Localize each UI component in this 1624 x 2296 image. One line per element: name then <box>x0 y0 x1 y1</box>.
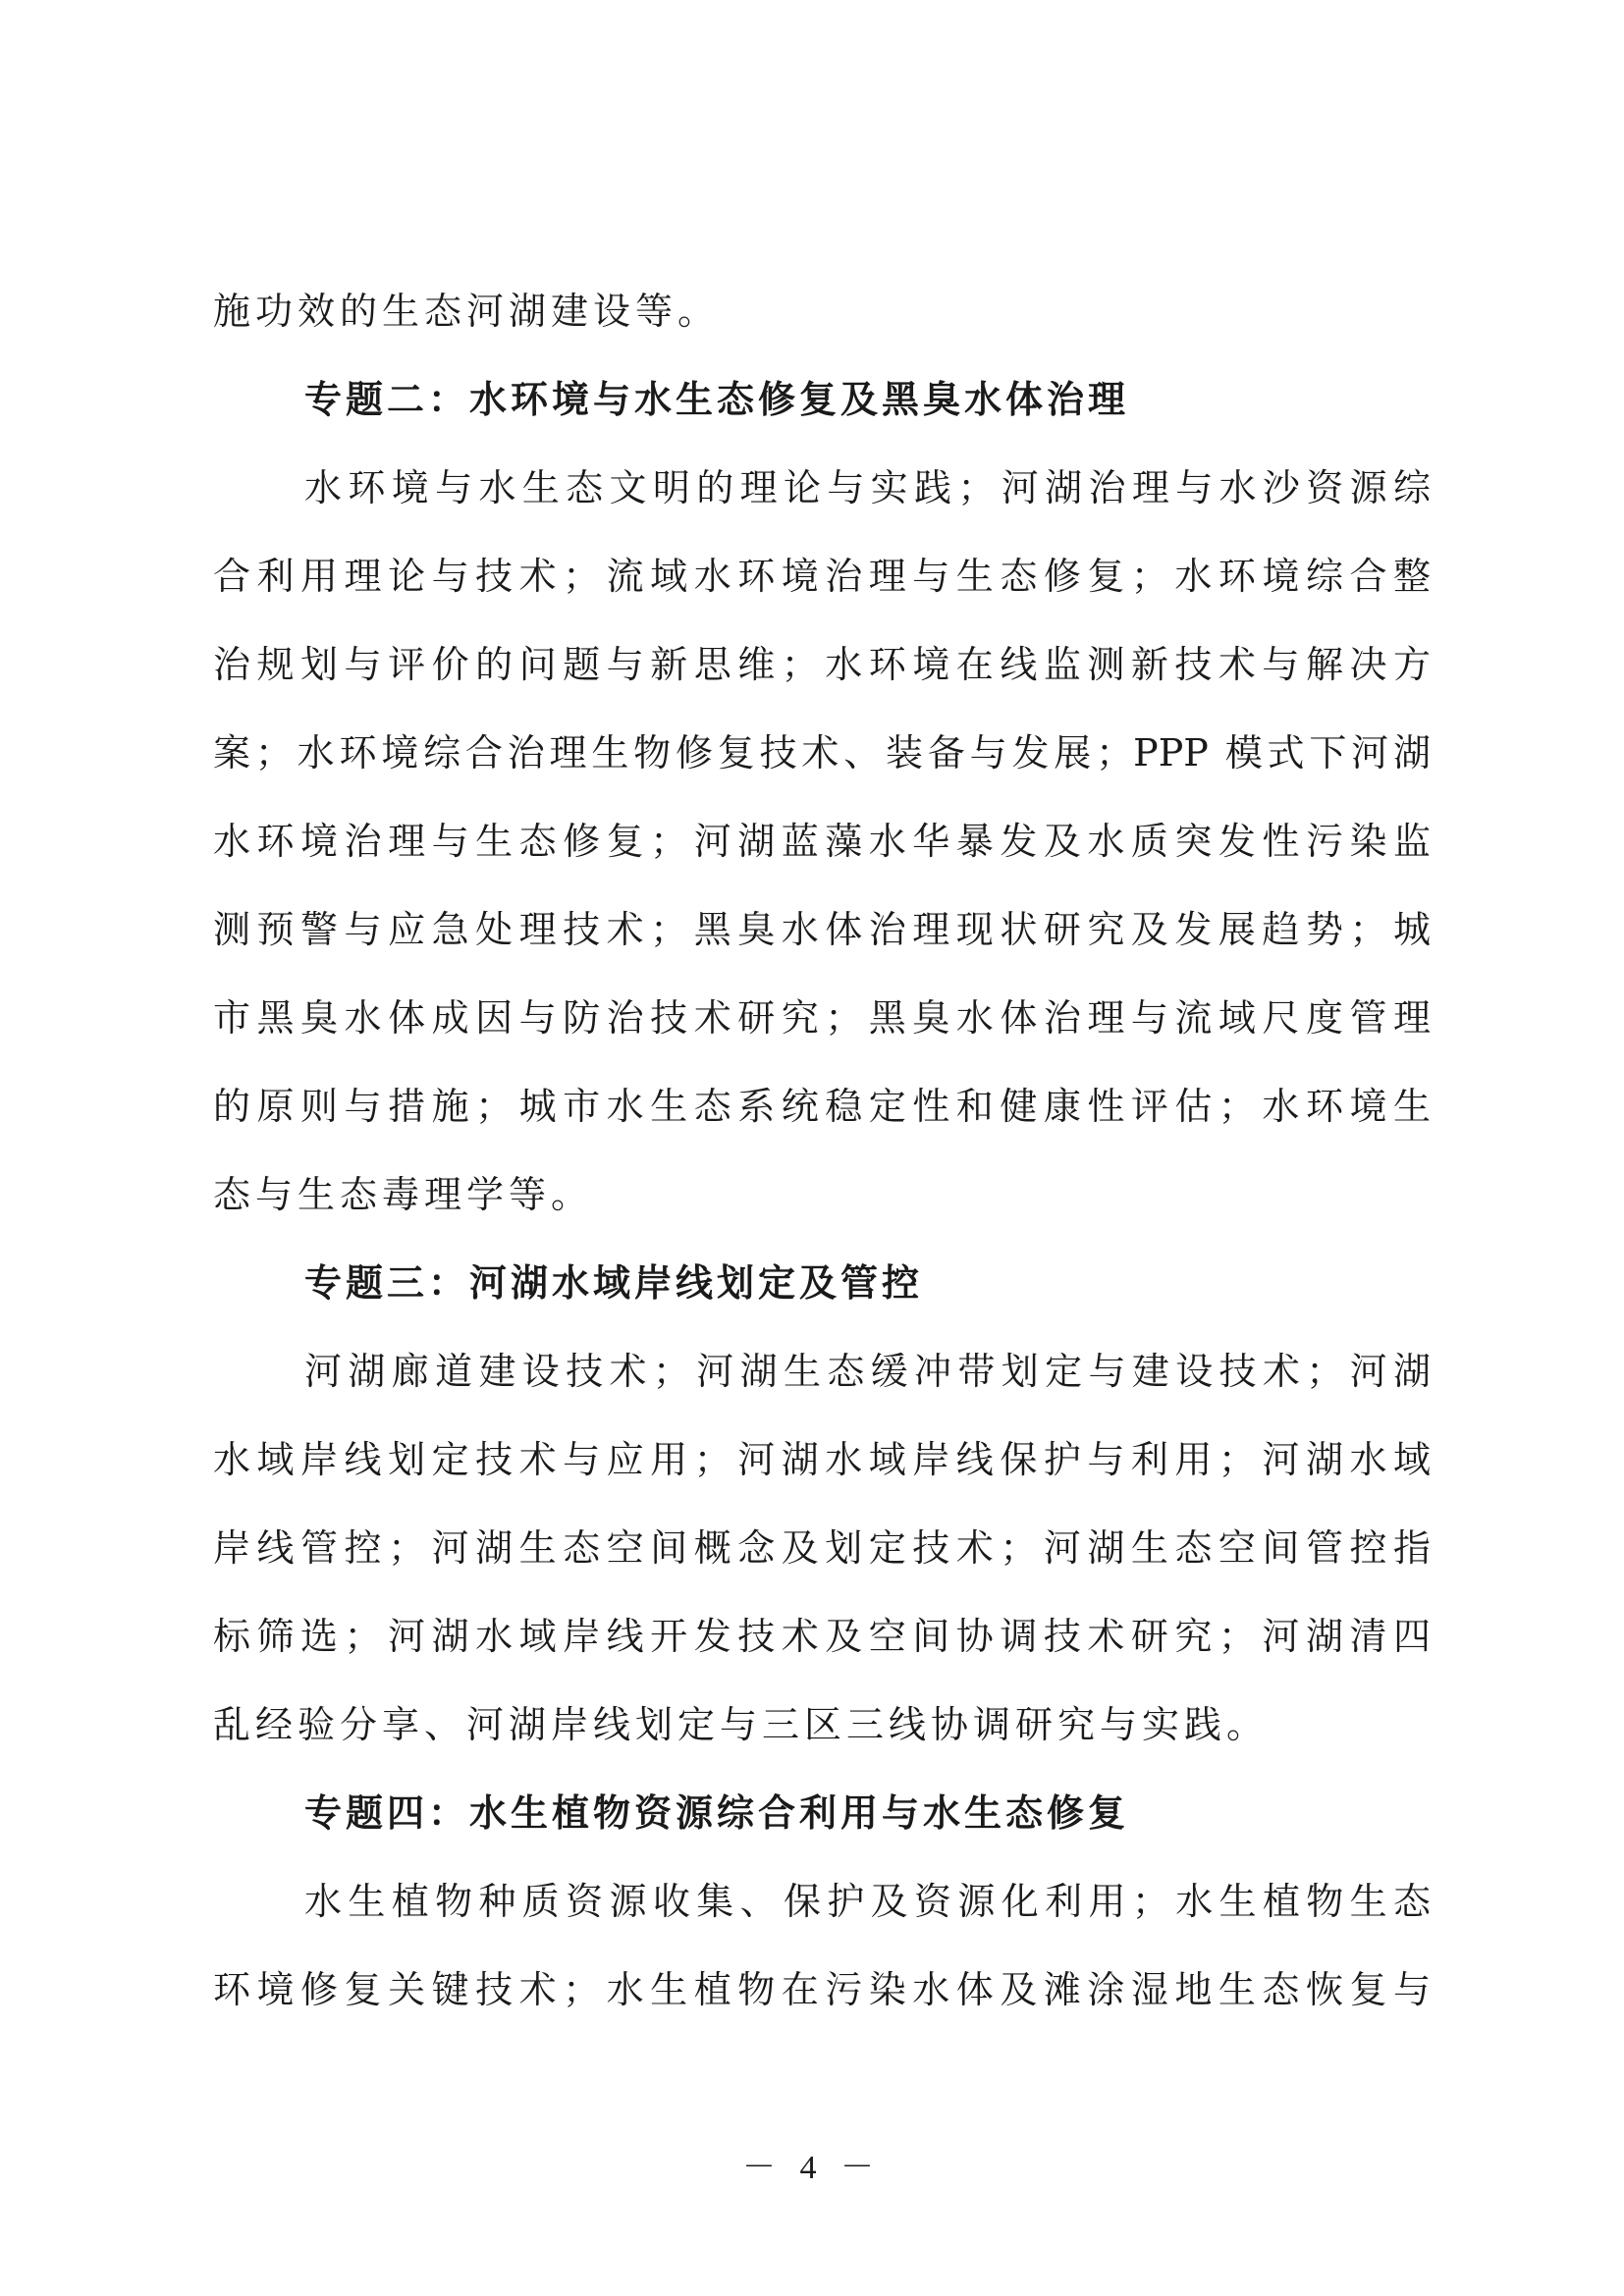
paragraph-line: 水环境治理与生态修复；河湖蓝藻水华暴发及水质突发性污染监 <box>213 820 1431 863</box>
page-number: － 4 － <box>742 2150 882 2186</box>
paragraph-line: 水环境与水生态文明的理论与实践；河湖治理与水沙资源综 <box>304 466 1431 509</box>
paragraph-line: 标筛选；河湖水域岸线开发技术及空间协调技术研究；河湖清四 <box>213 1615 1431 1658</box>
paragraph-line: 河湖廊道建设技术；河湖生态缓冲带划定与建设技术；河湖 <box>304 1350 1431 1393</box>
paragraph-line: 乱经验分享、河湖岸线划定与三区三线协调研究与实践。 <box>213 1703 1270 1746</box>
section-heading-topic-2: 专题二：水环境与水生态修复及黑臭水体治理 <box>304 378 1130 421</box>
paragraph-line: 测预警与应急处理技术；黑臭水体治理现状研究及发展趋势；城 <box>213 908 1431 951</box>
paragraph-line: 态与生态毒理学等。 <box>213 1173 594 1216</box>
paragraph-line: 岸线管控；河湖生态空间概念及划定技术；河湖生态空间管控指 <box>213 1526 1431 1570</box>
paragraph-line: 市黑臭水体成因与防治技术研究；黑臭水体治理与流域尺度管理 <box>213 996 1431 1040</box>
section-heading-topic-4: 专题四：水生植物资源综合利用与水生态修复 <box>304 1791 1130 1835</box>
section-heading-topic-3: 专题三：河湖水域岸线划定及管控 <box>304 1261 924 1305</box>
paragraph-line: 环境修复关键技术；水生植物在污染水体及滩涂湿地生态恢复与 <box>213 1968 1431 2011</box>
paragraph-line: 治规划与评价的问题与新思维；水环境在线监测新技术与解决方 <box>213 643 1431 686</box>
paragraph-line: 的原则与措施；城市水生态系统稳定性和健康性评估；水环境生 <box>213 1085 1431 1128</box>
paragraph-line: 案；水环境综合治理生物修复技术、装备与发展；PPP 模式下河湖 <box>213 731 1431 774</box>
paragraph-line: 水生植物种质资源收集、保护及资源化利用；水生植物生态 <box>304 1880 1431 1923</box>
paragraph-line: 水域岸线划定技术与应用；河湖水域岸线保护与利用；河湖水域 <box>213 1438 1431 1481</box>
paragraph-line: 施功效的生态河湖建设等。 <box>213 290 721 333</box>
paragraph-line: 合利用理论与技术；流域水环境治理与生态修复；水环境综合整 <box>213 555 1431 598</box>
